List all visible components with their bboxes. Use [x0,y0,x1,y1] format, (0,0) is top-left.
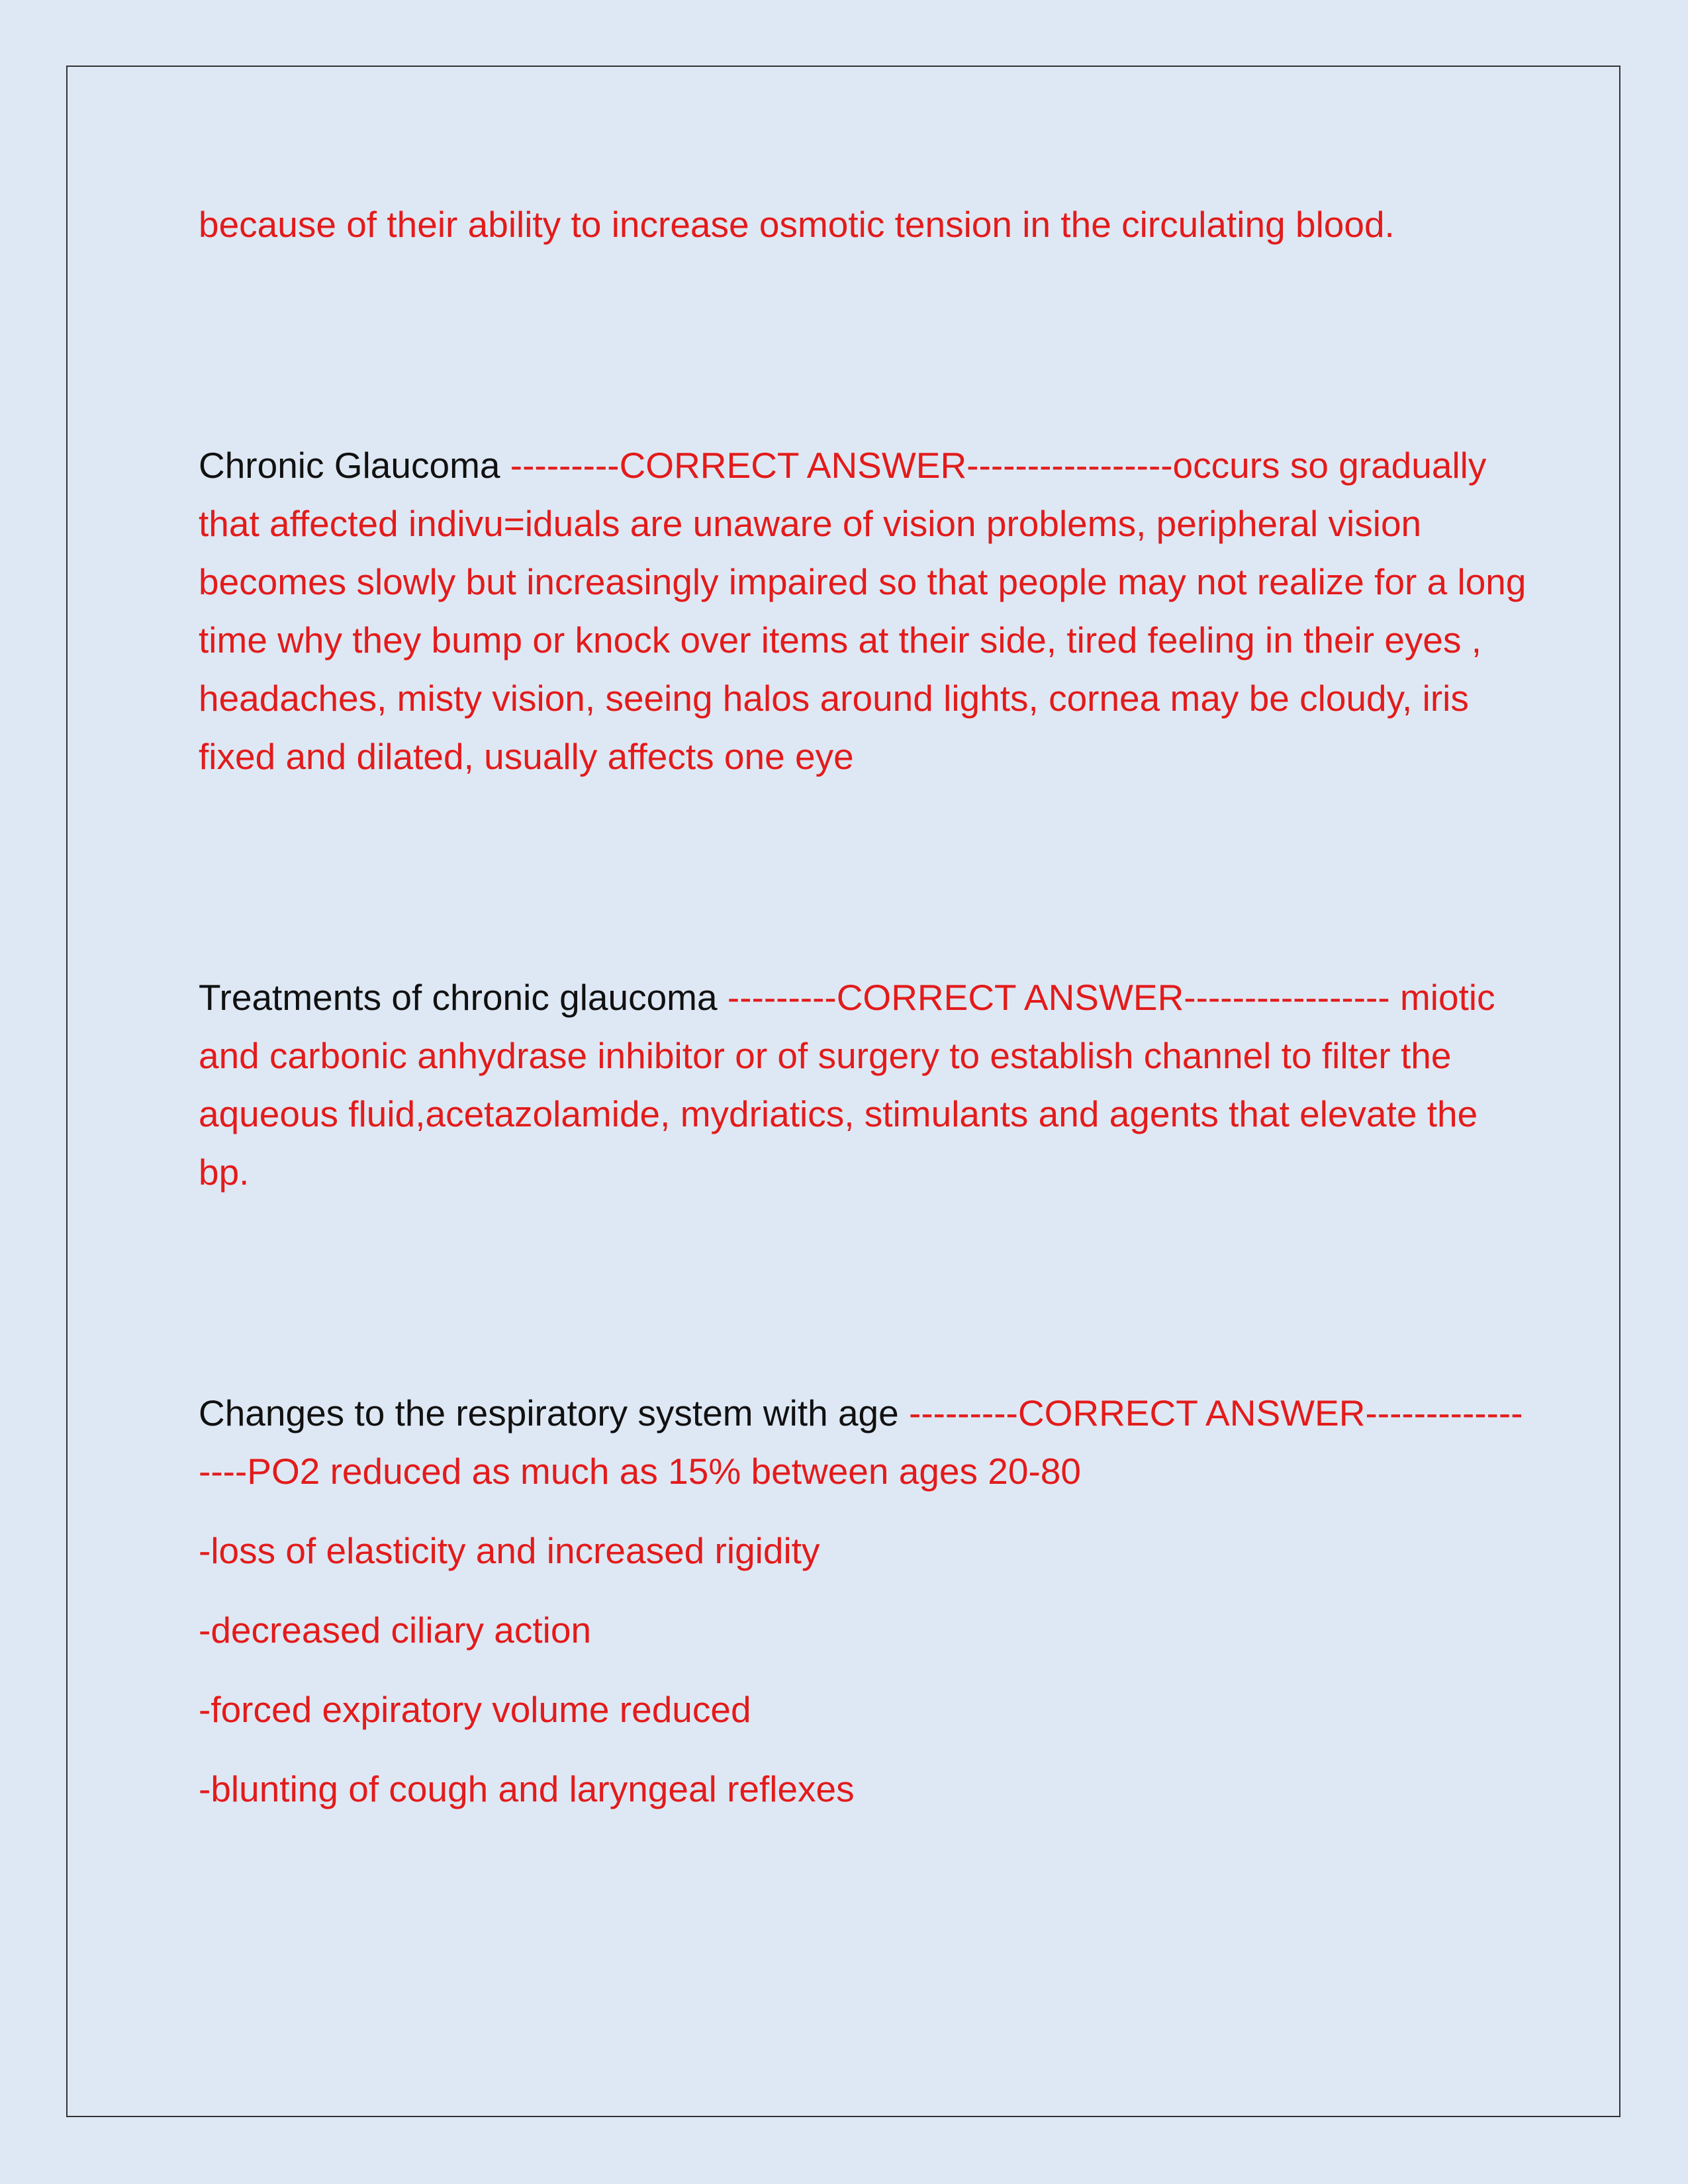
entry-3-term: Treatments of chronic glaucoma [199,977,718,1018]
entry-4-item: -decreased ciliary action [199,1610,592,1651]
entry-3-answer: miotic and carbonic anhydrase inhibitor or of surgery to establish channel to filter the aqueous fluid,acetazolamide, mydriatics, stimulants and agents that elevate the bp. [199,977,1495,1193]
entry-4-answer: PO2 reduced as much as 15% between ages 20-80 [247,1451,1081,1492]
document-content [199,195,1529,1818]
entry-2 [199,436,1529,786]
entry-3 [199,968,1529,1201]
spacer [199,1201,1529,1384]
entry-2-term: Chronic Glaucoma [199,445,500,486]
entry-4-term: Changes to the respiratory system with age [199,1392,899,1433]
entry-4-marker: ---------CORRECT ANSWER----------------- [199,1392,1523,1492]
entry-3-marker: ---------CORRECT ANSWER----------------- [727,977,1390,1018]
entry-4-item: -forced expiratory volume reduced [199,1689,751,1730]
entry-4 [199,1384,1529,1500]
entry-1-answer: because of their ability to increase osmotic tension in the circulating blood. [199,204,1395,245]
entry-1 [199,195,1529,253]
spacer [199,253,1529,436]
spacer [199,786,1529,968]
entry-4-item: -blunting of cough and laryngeal reflexes [199,1768,855,1809]
entry-4-item: -loss of elasticity and increased rigidity [199,1530,820,1571]
entry-2-marker: ---------CORRECT ANSWER----------------- [510,445,1173,486]
entry-2-answer: occurs so gradually that affected indivu=iduals are unaware of vision problems, peripheral vision becomes slowly but increasingly impaired so that people may not realize for a long time why they bump or knock over items at their side, tired feeling in their eyes , headaches, misty vision, seeing halos around lights, cornea may be cloudy, iris fixed and dilated, usually affects one eye [199,445,1526,777]
